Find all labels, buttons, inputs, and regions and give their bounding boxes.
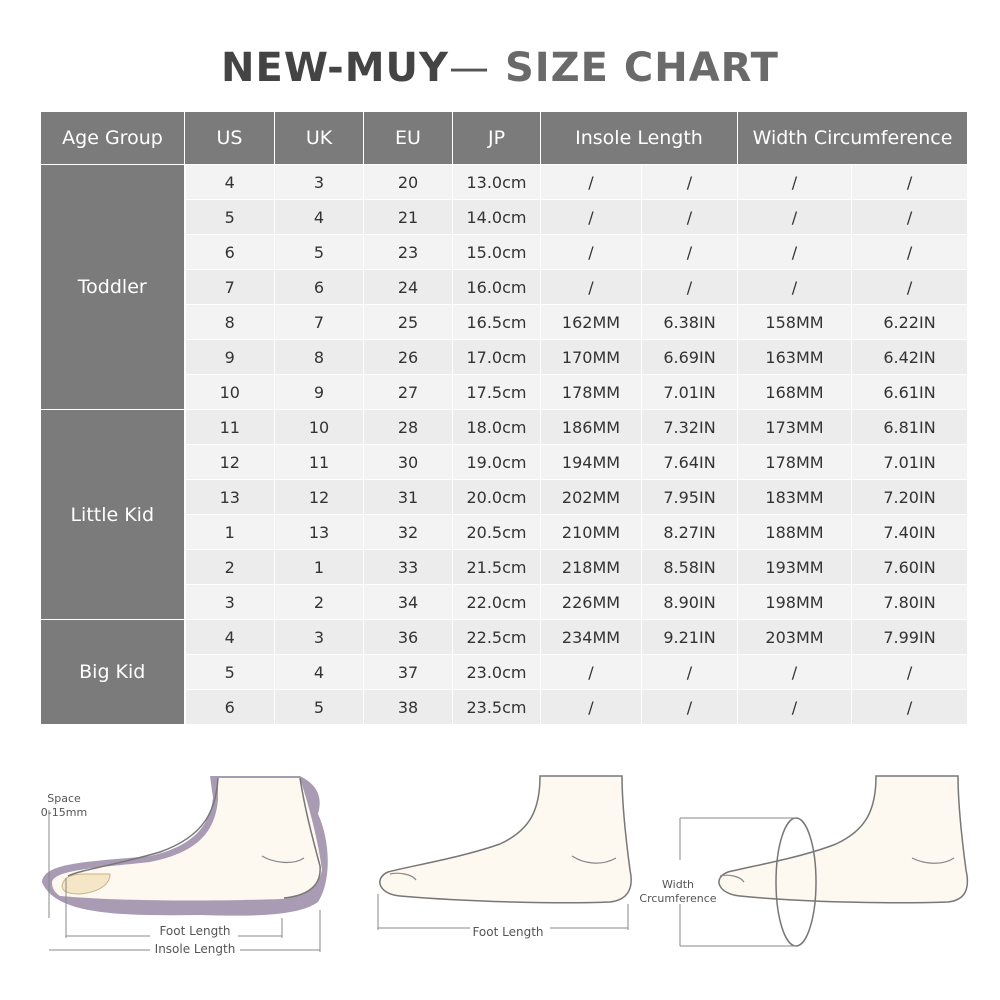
table-cell: /	[852, 270, 968, 305]
table-cell: 18.0cm	[453, 410, 541, 445]
table-cell: /	[642, 235, 738, 270]
table-cell: 8.90IN	[642, 585, 738, 620]
table-cell: 8.58IN	[642, 550, 738, 585]
insole-length-label: Insole Length	[154, 942, 236, 956]
table-cell: 12	[185, 445, 275, 480]
table-cell: 7	[275, 305, 364, 340]
table-cell: /	[852, 235, 968, 270]
table-cell: 178MM	[541, 375, 642, 410]
table-cell: /	[738, 165, 852, 200]
table-cell: 6.69IN	[642, 340, 738, 375]
table-cell: 36	[364, 620, 453, 655]
table-cell: 7.60IN	[852, 550, 968, 585]
table-cell: 11	[275, 445, 364, 480]
width-label: Width	[662, 878, 694, 891]
table-cell: /	[541, 690, 642, 725]
table-cell: 22.5cm	[453, 620, 541, 655]
title-subtitle: SIZE CHART	[504, 45, 779, 91]
table-row	[41, 165, 968, 200]
table-cell: 38	[364, 690, 453, 725]
brand-name: NEW-MUY	[221, 45, 449, 91]
table-cell: 10	[185, 375, 275, 410]
table-cell: /	[541, 165, 642, 200]
table-cell: 234MM	[541, 620, 642, 655]
table-cell: 17.5cm	[453, 375, 541, 410]
table-cell: 9	[275, 375, 364, 410]
table-cell: 9.21IN	[642, 620, 738, 655]
table-cell: 7.95IN	[642, 480, 738, 515]
column-header-width-circumference: Width Circumference	[738, 112, 968, 165]
table-cell: 23.5cm	[453, 690, 541, 725]
table-cell: 23	[364, 235, 453, 270]
table-cell: 21	[364, 200, 453, 235]
table-cell: 183MM	[738, 480, 852, 515]
table-cell: 203MM	[738, 620, 852, 655]
table-cell: 11	[185, 410, 275, 445]
table-cell: /	[642, 200, 738, 235]
table-cell: 6	[185, 690, 275, 725]
table-cell: 27	[364, 375, 453, 410]
table-cell: 8	[185, 305, 275, 340]
table-cell: /	[738, 235, 852, 270]
table-cell: 7.40IN	[852, 515, 968, 550]
table-cell: 158MM	[738, 305, 852, 340]
column-header-age-group: Age Group	[41, 112, 185, 165]
table-cell: 30	[364, 445, 453, 480]
table-cell: 194MM	[541, 445, 642, 480]
table-cell: 202MM	[541, 480, 642, 515]
table-cell: 8	[275, 340, 364, 375]
table-cell: 37	[364, 655, 453, 690]
column-header-insole-length: Insole Length	[541, 112, 738, 165]
table-cell: /	[541, 200, 642, 235]
page-title	[0, 38, 1000, 98]
table-cell: 168MM	[738, 375, 852, 410]
table-cell: 28	[364, 410, 453, 445]
foot-length-diagram	[378, 776, 631, 939]
table-row	[41, 620, 968, 655]
table-cell: 3	[185, 585, 275, 620]
table-cell: 210MM	[541, 515, 642, 550]
table-cell: 26	[364, 340, 453, 375]
table-cell: 20.0cm	[453, 480, 541, 515]
table-cell: 20.5cm	[453, 515, 541, 550]
table-row	[41, 410, 968, 445]
table-cell: 162MM	[541, 305, 642, 340]
table-cell: 5	[185, 200, 275, 235]
space-range-label: 0-15mm	[40, 806, 88, 819]
foot-length-label: Foot Length	[159, 924, 231, 938]
table-cell: 218MM	[541, 550, 642, 585]
table-cell: 4	[275, 655, 364, 690]
table-cell: 7.32IN	[642, 410, 738, 445]
table-cell: 7.20IN	[852, 480, 968, 515]
table-cell: 1	[185, 515, 275, 550]
table-cell: 24	[364, 270, 453, 305]
table-cell: 2	[185, 550, 275, 585]
table-cell: /	[541, 655, 642, 690]
table-cell: 12	[275, 480, 364, 515]
table-cell: 170MM	[541, 340, 642, 375]
table-cell: 22.0cm	[453, 585, 541, 620]
table-cell: 6.38IN	[642, 305, 738, 340]
table-header-row	[41, 112, 968, 165]
table-cell: /	[738, 200, 852, 235]
foot-length-label-2: Foot Length	[472, 925, 544, 939]
table-cell: 20	[364, 165, 453, 200]
table-cell: 6	[275, 270, 364, 305]
table-cell: 178MM	[738, 445, 852, 480]
title-separator: —	[449, 45, 490, 91]
space-label: Space	[47, 792, 81, 805]
table-cell: 19.0cm	[453, 445, 541, 480]
table-cell: /	[852, 165, 968, 200]
table-body	[41, 165, 968, 725]
table-cell: /	[852, 655, 968, 690]
table-cell: 7.99IN	[852, 620, 968, 655]
column-header-uk: UK	[275, 112, 364, 165]
table-cell: 34	[364, 585, 453, 620]
table-cell: 16.5cm	[453, 305, 541, 340]
table-cell: 10	[275, 410, 364, 445]
table-cell: 9	[185, 340, 275, 375]
column-header-eu: EU	[364, 112, 453, 165]
table-cell: /	[852, 200, 968, 235]
table-cell: /	[852, 690, 968, 725]
table-cell: 163MM	[738, 340, 852, 375]
table-cell: 25	[364, 305, 453, 340]
table-cell: 186MM	[541, 410, 642, 445]
table-cell: 7	[185, 270, 275, 305]
table-cell: 173MM	[738, 410, 852, 445]
table-cell: 2	[275, 585, 364, 620]
table-cell: 14.0cm	[453, 200, 541, 235]
table-cell: /	[541, 235, 642, 270]
age-group-cell: Little Kid	[41, 410, 185, 620]
table-cell: 7.01IN	[642, 375, 738, 410]
table-cell: 6.81IN	[852, 410, 968, 445]
table-cell: 6	[185, 235, 275, 270]
table-cell: 226MM	[541, 585, 642, 620]
table-cell: 188MM	[738, 515, 852, 550]
age-group-cell: Big Kid	[41, 620, 185, 725]
width-circumference-diagram	[639, 776, 967, 946]
table-cell: /	[541, 270, 642, 305]
table-cell: 4	[185, 165, 275, 200]
foot-measurement-illustrations	[0, 770, 1000, 1000]
table-cell: /	[738, 270, 852, 305]
table-cell: 1	[275, 550, 364, 585]
table-cell: /	[642, 165, 738, 200]
table-cell: 3	[275, 620, 364, 655]
table-cell: 8.27IN	[642, 515, 738, 550]
table-cell: 23.0cm	[453, 655, 541, 690]
table-cell: /	[642, 655, 738, 690]
table-cell: 16.0cm	[453, 270, 541, 305]
table-cell: 6.22IN	[852, 305, 968, 340]
table-cell: 4	[275, 200, 364, 235]
table-cell: /	[642, 270, 738, 305]
circumference-label: Crcumference	[639, 892, 717, 905]
table-cell: 7.01IN	[852, 445, 968, 480]
column-header-jp: JP	[453, 112, 541, 165]
table-cell: 5	[185, 655, 275, 690]
table-cell: 13	[275, 515, 364, 550]
table-cell: 31	[364, 480, 453, 515]
table-cell: /	[642, 690, 738, 725]
table-cell: 193MM	[738, 550, 852, 585]
table-cell: 21.5cm	[453, 550, 541, 585]
table-cell: 7.80IN	[852, 585, 968, 620]
table-cell: 7.64IN	[642, 445, 738, 480]
table-cell: 15.0cm	[453, 235, 541, 270]
table-cell: 32	[364, 515, 453, 550]
table-cell: 6.42IN	[852, 340, 968, 375]
foot-insole-diagram	[41, 776, 328, 956]
table-cell: 13.0cm	[453, 165, 541, 200]
column-header-us: US	[185, 112, 275, 165]
size-chart-table	[40, 111, 968, 725]
table-cell: 13	[185, 480, 275, 515]
table-cell: /	[738, 655, 852, 690]
table-cell: 17.0cm	[453, 340, 541, 375]
table-cell: 5	[275, 235, 364, 270]
table-cell: 3	[275, 165, 364, 200]
table-cell: 5	[275, 690, 364, 725]
table-cell: 4	[185, 620, 275, 655]
table-cell: 198MM	[738, 585, 852, 620]
table-cell: 6.61IN	[852, 375, 968, 410]
table-cell: /	[738, 690, 852, 725]
age-group-cell: Toddler	[41, 165, 185, 410]
table-cell: 33	[364, 550, 453, 585]
